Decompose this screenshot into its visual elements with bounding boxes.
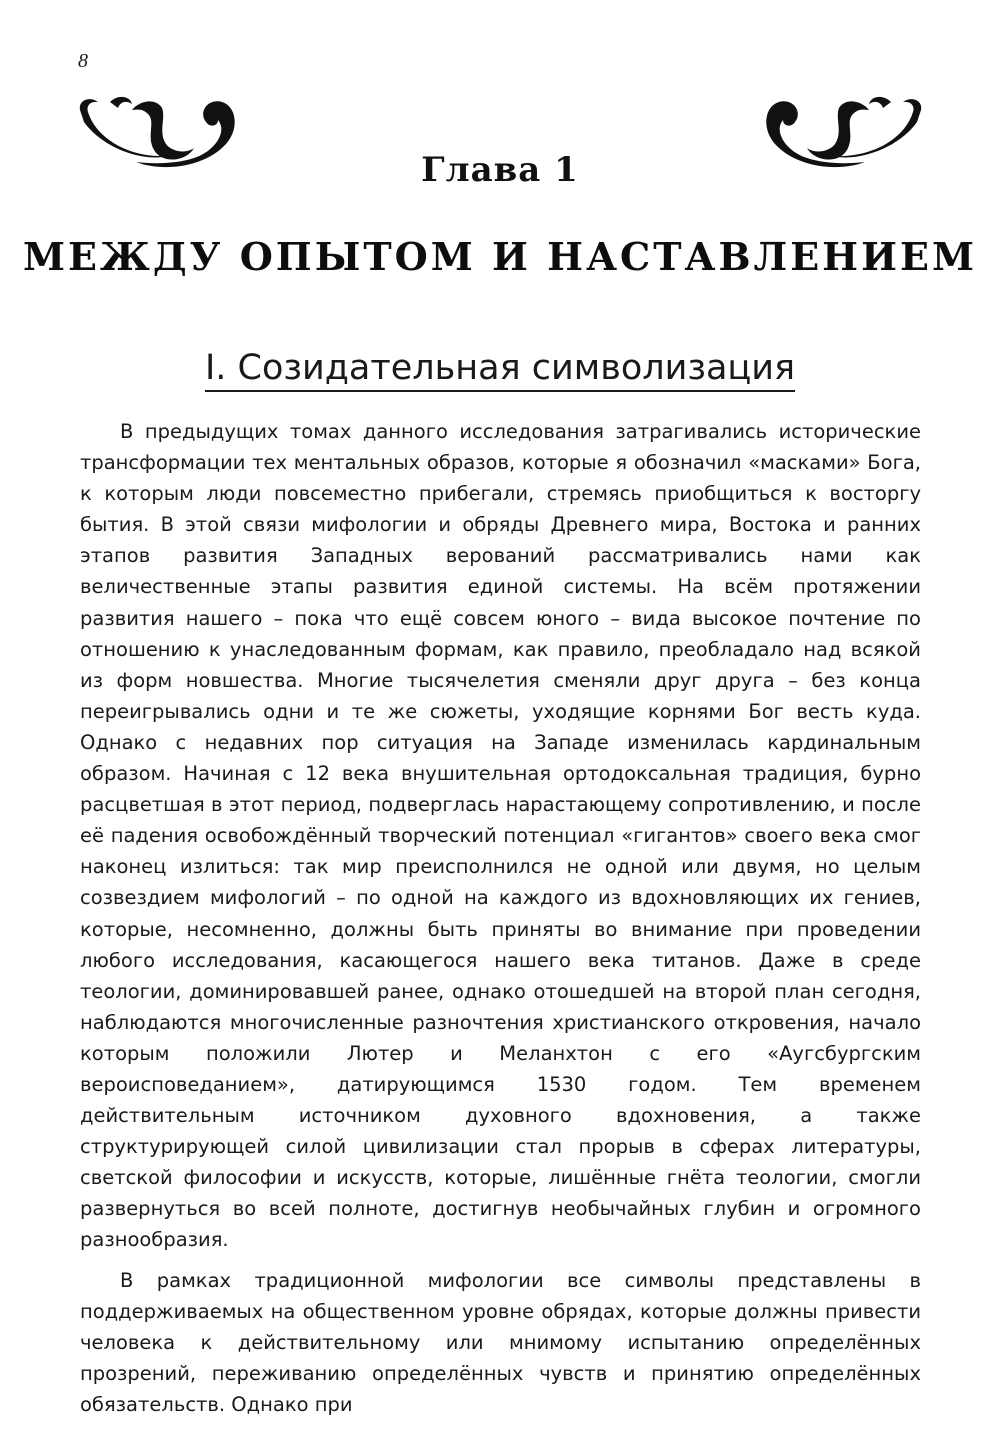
section-title (0, 348, 1000, 388)
body-text (80, 416, 921, 1429)
chapter-label: Глава 1 (421, 150, 579, 190)
section-title-text: I. Созидательная символизация (205, 348, 795, 392)
paragraph-1: В предыдущих томах данного исследования затрагивались исторические трансформации тех ментальных образов, которые я обозначил «масками» Бога, к которым люди повсеместно прибегали, стремясь приобщиться к восторгу бытия. В этой связи мифологии и обряды Древнего мира, Востока и ранних этапов развития Западных верований рассматривались нами как величественные этапы развития единой системы. На всём протяжении развития нашего – пока что ещё совсем юного – вида высокое почтение по отношению к унаследованным формам, как правило, преобладало над всякой из форм новшества. Многие тысячелетия сменяли друг друга – без конца переигрывались одни и те же сюжеты, уходящие корнями Бог весть куда. Однако с недавних пор ситуация на Западе изменилась кардинальным образом. Начиная с 12 века внушительная ортодоксальная традиция, бурно расцветшая в этот период, подверглась нарастающему сопротивлению, и после её падения освобождённый творческий потенциал «гигантов» своего века смог наконец излиться: так мир преисполнился не одной или двумя, но целым созвездием мифологий – по одной на каждого из вдохновляющих их гениев, которые, несомненно, должны быть приняты во внимание при проведении любого исследования, касающегося нашего века титанов. Даже в среде теологии, доминировавшей ранее, однако отошедшей на второй план сегодня, наблюдаются многочисленные разночтения христианского откровения, начало которым положили Лютер и Меланхтон с его «Аугсбургским вероисповеданием», датирующимся 1530 годом. Тем временем действительным источником духовного вдохновения, а также структурирующей силой цивилизации стал прорыв в сферах литературы, светской философии и искусств, которые, лишённые гнёта теологии, смогли развернуться во всей полноте, достигнув необычайных глубин и огромного разнообразия. (80, 420, 921, 1252)
paragraph-2: В рамках традиционной мифологии все символы представлены в поддерживаемых на общественном уровне обрядах, которые должны привести человека к действительному или мнимому испытанию определённых прозрений, переживанию определённых чувств и принятию определённых обязательств. Однако при (80, 1268, 921, 1416)
chapter-title: МЕЖДУ ОПЫТОМ И НАСТАВЛЕНИЕМ (22, 234, 978, 279)
page-number: 8 (78, 50, 88, 72)
